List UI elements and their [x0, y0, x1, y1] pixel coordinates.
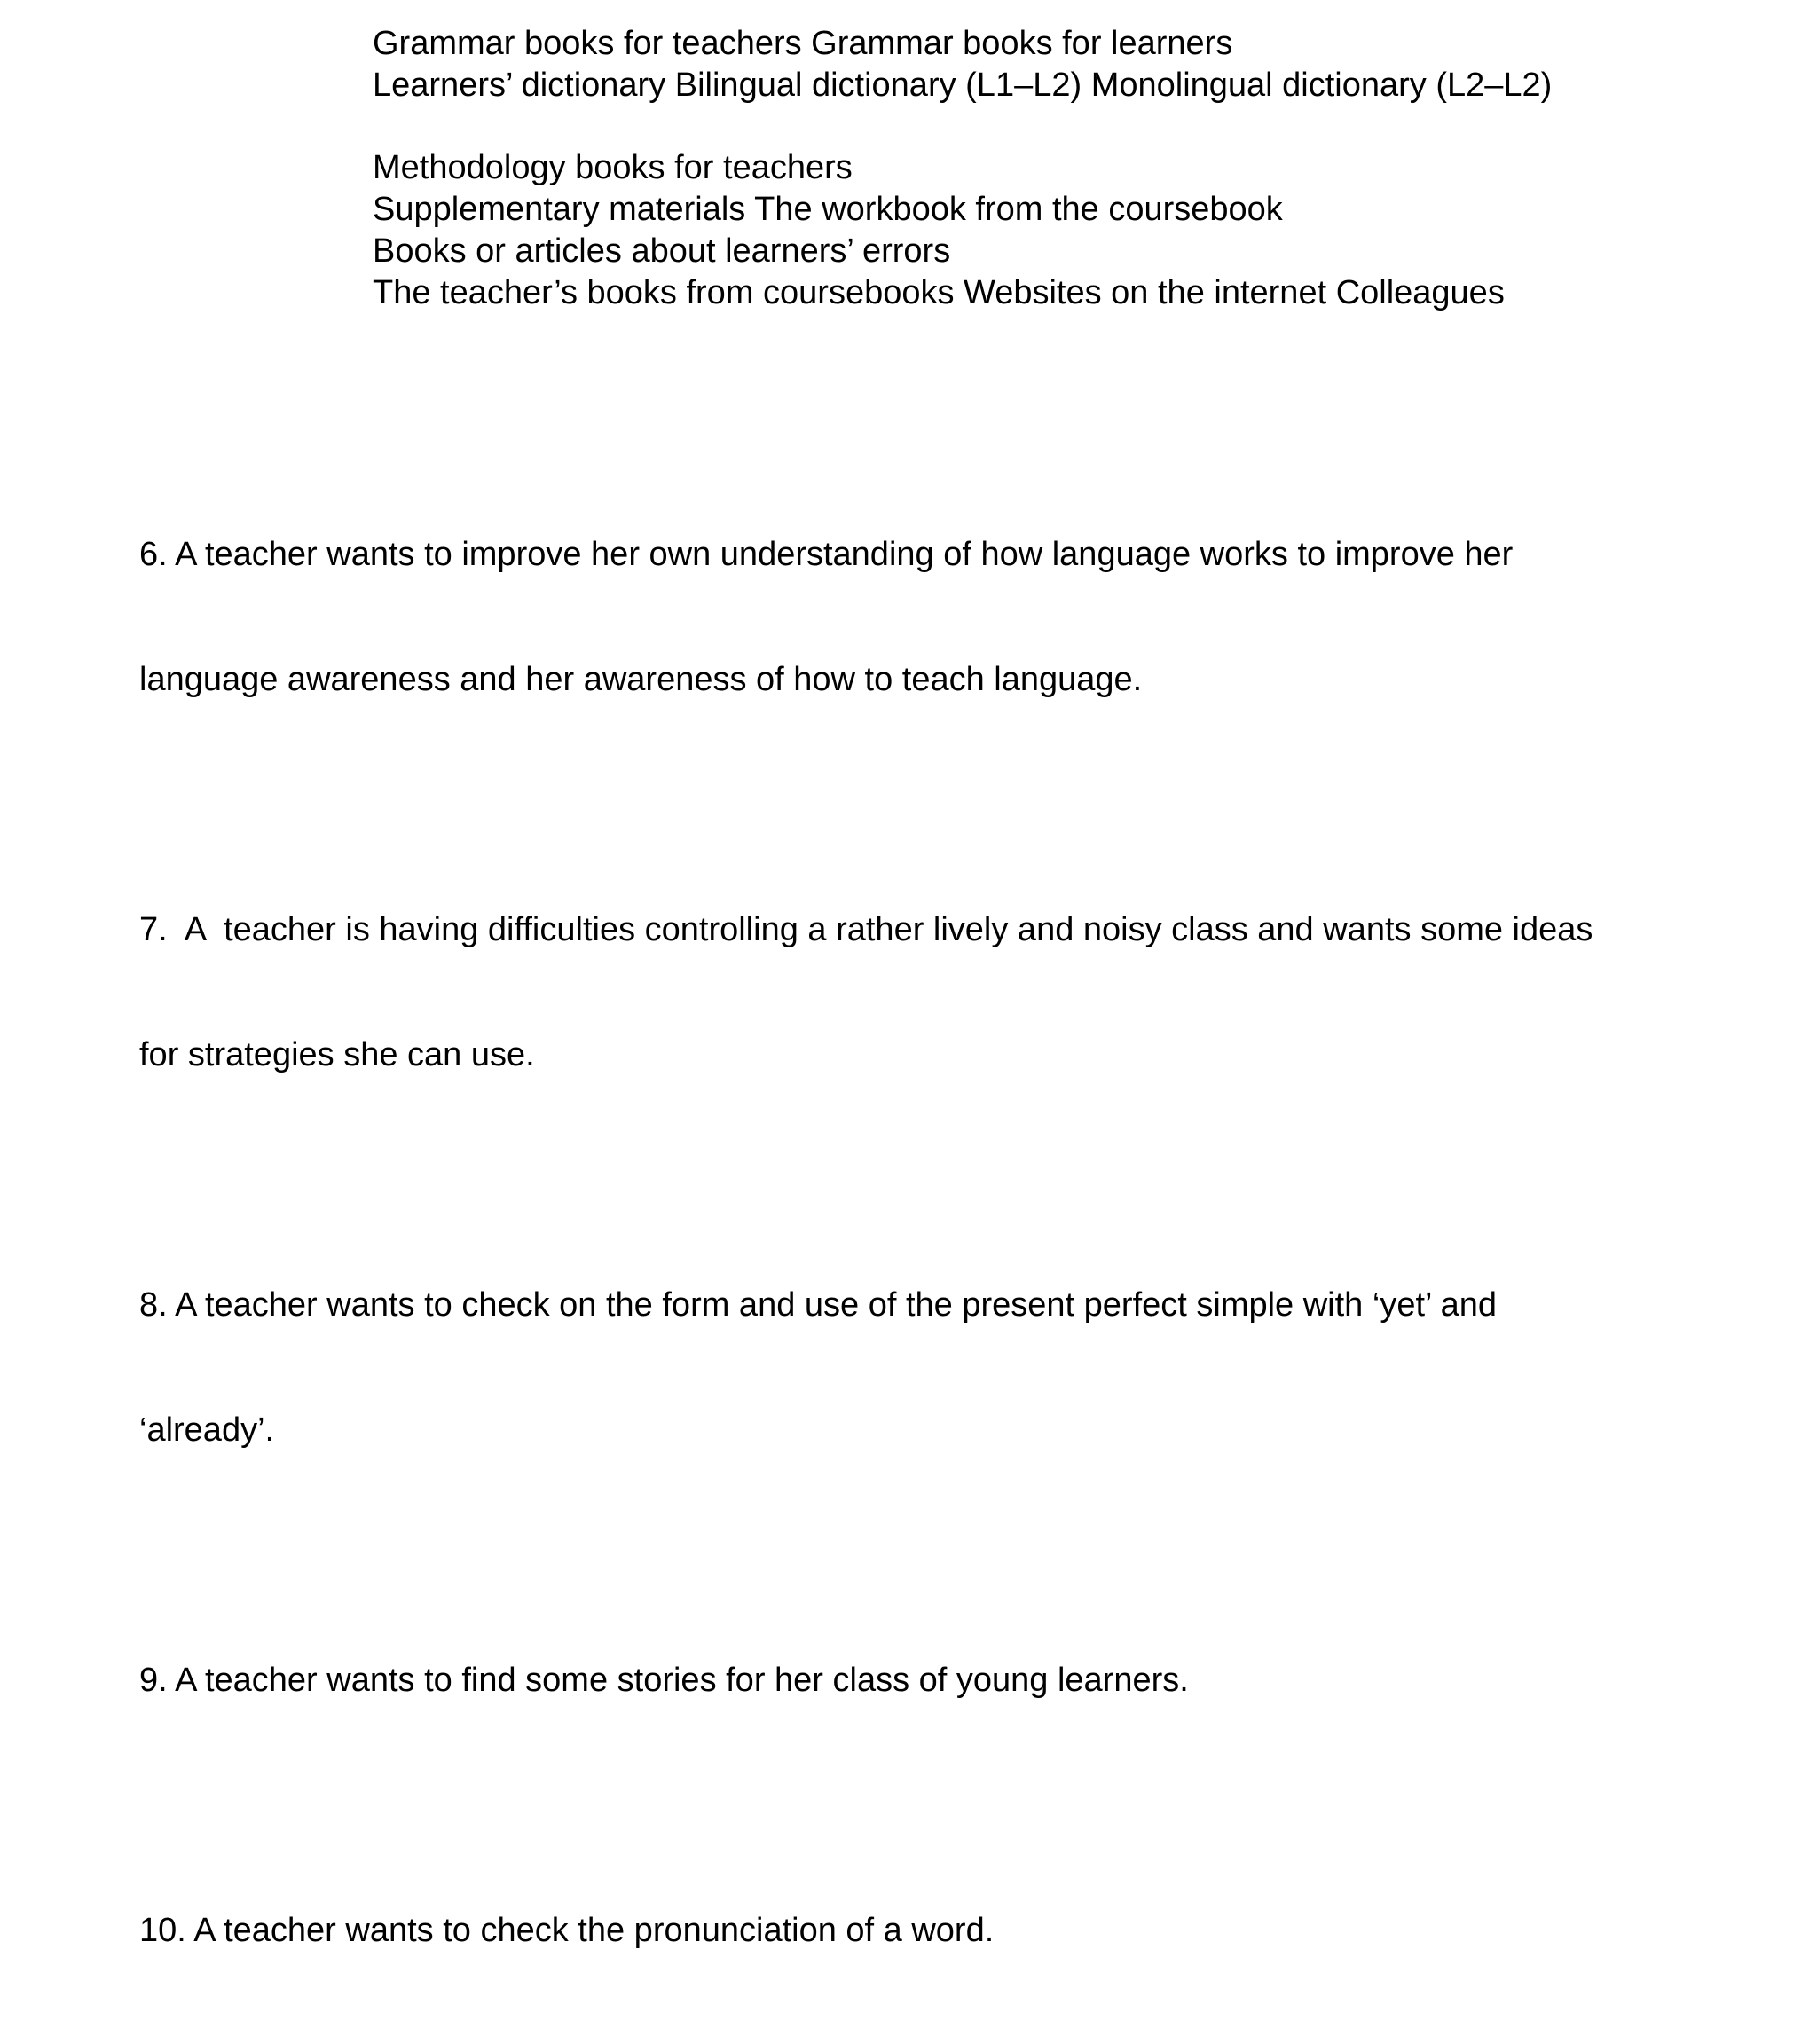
question-text-line: 6. A teacher wants to improve her own understanding of how language works to improve her	[139, 536, 1514, 573]
question-10	[139, 1827, 1789, 2035]
question-text-line: for strategies she can use.	[139, 1036, 535, 1073]
question-text-line: 10. A teacher wants to check the pronunciation of a word.	[139, 1912, 995, 1949]
question-9	[139, 1576, 1789, 1785]
question-text-line: 7. A teacher is having difficulties controlling a rather lively and noisy class and wants some ideas	[139, 911, 1593, 948]
question-list	[139, 451, 1789, 2044]
question-6	[139, 451, 1789, 784]
question-7	[139, 826, 1789, 1160]
resource-line: Grammar books for teachers Grammar books for learners	[373, 25, 1233, 62]
resource-line: Supplementary materials The workbook from the coursebook	[373, 191, 1283, 228]
question-text-line: ‘already’.	[139, 1411, 275, 1449]
resource-line: The teacher’s books from coursebooks Websites on the internet Colleagues	[373, 274, 1505, 311]
resource-line: Methodology books for teachers	[373, 149, 853, 186]
resource-list	[373, 23, 1552, 314]
question-text-line: 9. A teacher wants to find some stories for her class of young learners.	[139, 1662, 1189, 1699]
question-text-line: language awareness and her awareness of how to teach language.	[139, 661, 1143, 698]
resource-line: Learners’ dictionary Bilingual dictionary (L1–L2) Monolingual dictionary (L2–L2)	[373, 67, 1553, 104]
resource-line: Books or articles about learners’ errors	[373, 232, 951, 270]
question-text-line: 8. A teacher wants to check on the form and use of the present perfect simple with ‘yet’ and	[139, 1286, 1498, 1324]
question-8	[139, 1201, 1789, 1535]
resource-gap	[373, 106, 1552, 147]
